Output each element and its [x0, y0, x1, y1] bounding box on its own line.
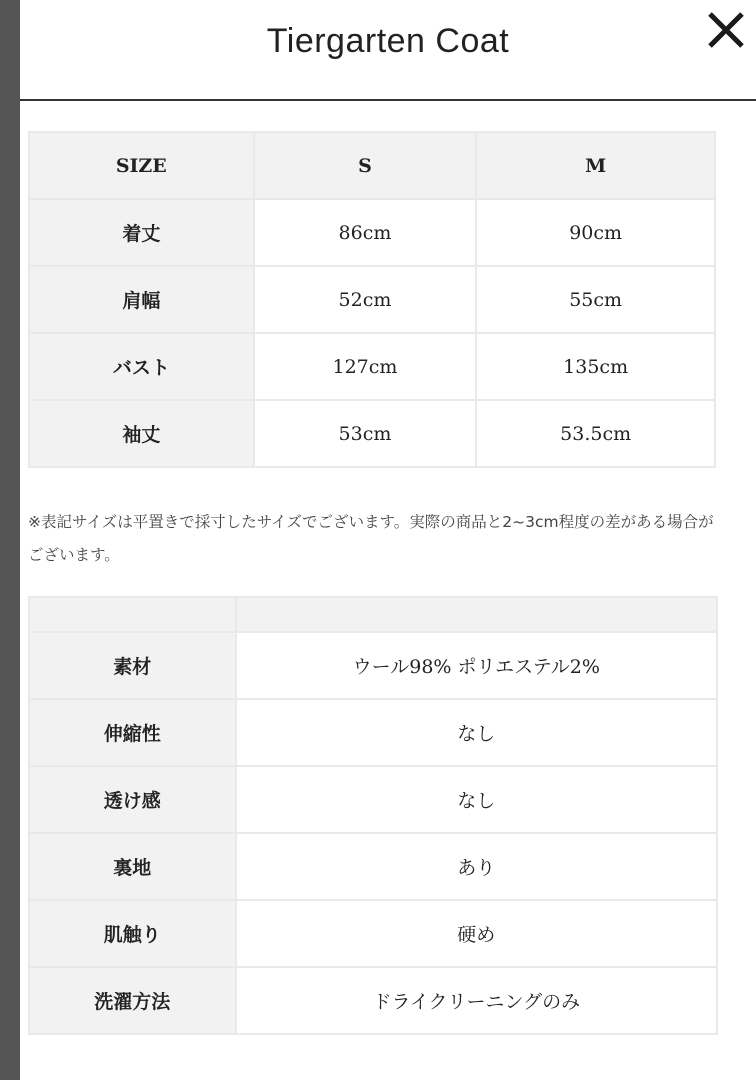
- modal-header: [20, 0, 756, 101]
- row-value: なし: [237, 767, 716, 832]
- table-row: [30, 968, 716, 1033]
- row-label: 素材: [30, 633, 235, 698]
- row-label: 袖丈: [30, 401, 253, 466]
- row-value: あり: [237, 834, 716, 899]
- row-value: なし: [237, 700, 716, 765]
- close-icon: [704, 8, 748, 52]
- table-row: [30, 700, 716, 765]
- table-row: [30, 200, 714, 265]
- row-label: 透け感: [30, 767, 235, 832]
- size-s-value: 53cm: [255, 401, 476, 466]
- size-m-value: 53.5cm: [477, 401, 714, 466]
- row-value: 硬め: [237, 901, 716, 966]
- size-s-header-cell: S: [255, 133, 476, 198]
- row-label: 着丈: [30, 200, 253, 265]
- table-row: [30, 901, 716, 966]
- size-m-value: 135cm: [477, 334, 714, 399]
- table-row: [30, 401, 714, 466]
- row-label: 洗濯方法: [30, 968, 235, 1033]
- table-row: [30, 633, 716, 698]
- background-overlay: [0, 0, 20, 1080]
- row-label: 肩幅: [30, 267, 253, 332]
- blank-header-cell: [30, 598, 235, 631]
- row-label: 裏地: [30, 834, 235, 899]
- row-value: ウール98% ポリエステル2%: [237, 633, 716, 698]
- size-note: ※表記サイズは平置きで採寸したサイズでございます。実際の商品と2~3cm程度の差がある場合がございます。: [28, 513, 714, 564]
- table-row: [30, 334, 714, 399]
- size-s-value: 127cm: [255, 334, 476, 399]
- row-label: バスト: [30, 334, 253, 399]
- table-row: [30, 267, 714, 332]
- row-label: 肌触り: [30, 901, 235, 966]
- modal-title: Tiergarten Coat: [266, 22, 510, 60]
- blank-header-cell: [237, 598, 716, 631]
- table-row: [30, 834, 716, 899]
- size-m-value: 90cm: [477, 200, 714, 265]
- size-header-cell: SIZE: [30, 133, 253, 198]
- size-s-value: 52cm: [255, 267, 476, 332]
- row-value: ドライクリーニングのみ: [237, 968, 716, 1033]
- material-table: [28, 596, 718, 1035]
- size-table: [28, 131, 716, 468]
- row-label: 伸縮性: [30, 700, 235, 765]
- close-button[interactable]: [704, 8, 748, 52]
- table-row: [30, 767, 716, 832]
- size-m-header-cell: M: [477, 133, 714, 198]
- size-table-header-row: [30, 133, 714, 198]
- size-s-value: 86cm: [255, 200, 476, 265]
- material-table-header-row: [30, 598, 716, 631]
- size-m-value: 55cm: [477, 267, 714, 332]
